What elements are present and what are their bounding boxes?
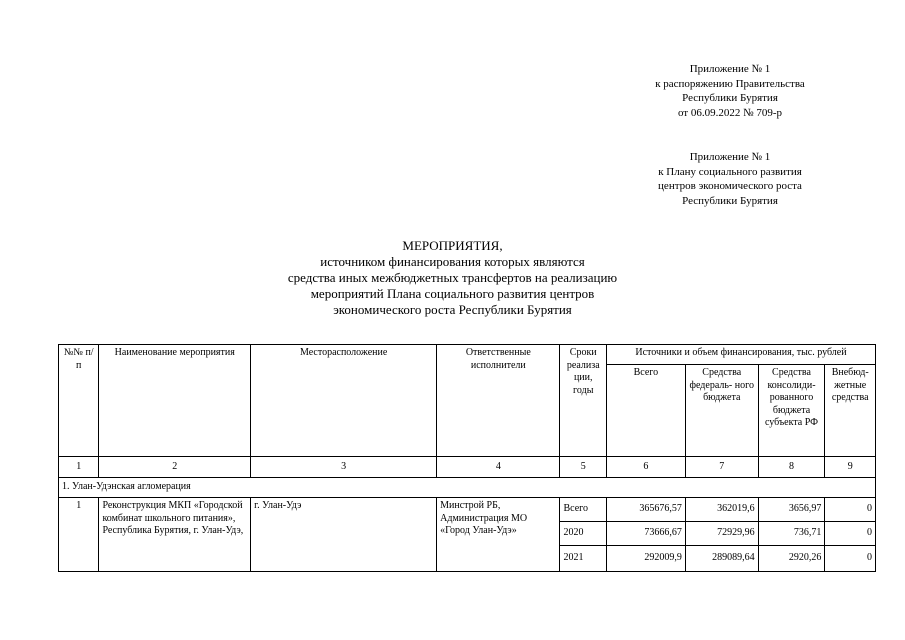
regional-cell: 2920,26 xyxy=(758,546,825,572)
activities-table xyxy=(58,344,876,572)
column-numbers-row xyxy=(59,457,876,478)
period-cell: 2021 xyxy=(560,546,607,572)
table-row xyxy=(59,498,876,522)
title-line: источником финансирования которых являются xyxy=(320,254,585,269)
title-line: МЕРОПРИЯТИЯ, xyxy=(402,238,503,253)
offbudget-cell: 0 xyxy=(825,546,876,572)
column-number: 6 xyxy=(606,457,685,478)
header-name: Наименование мероприятия xyxy=(99,345,251,457)
column-number: 4 xyxy=(437,457,560,478)
item-responsible: Минстрой РБ, Администрация МО «Город Улан-Удэ» xyxy=(437,498,560,572)
federal-cell: 72929,96 xyxy=(685,522,758,546)
column-number: 9 xyxy=(825,457,876,478)
regional-cell: 736,71 xyxy=(758,522,825,546)
header-federal: Средства федераль- ного бюджета xyxy=(685,365,758,457)
total-cell: 292009,9 xyxy=(606,546,685,572)
item-location: г. Улан-Удэ xyxy=(251,498,437,572)
header-offbudget: Внебюд- жетные средства xyxy=(825,365,876,457)
header-total: Всего xyxy=(606,365,685,457)
appendix-line: от 06.09.2022 № 709-р xyxy=(677,106,783,119)
appendix-to-plan xyxy=(600,150,860,208)
appendix-line: к Плану социального развития xyxy=(658,165,802,178)
document-title xyxy=(150,238,755,318)
appendix-line: к распоряжению Правительства xyxy=(655,77,805,90)
section-row: 1. Улан-Удэнская агломерация xyxy=(59,478,876,498)
title-line: мероприятий Плана социального развития центров xyxy=(310,286,595,301)
column-number: 5 xyxy=(560,457,607,478)
column-number: 3 xyxy=(251,457,437,478)
column-number: 7 xyxy=(685,457,758,478)
header-location: Месторасположение xyxy=(251,345,437,457)
total-cell: 365676,57 xyxy=(606,498,685,522)
period-cell: Всего xyxy=(560,498,607,522)
item-name: Реконструкция МКП «Городской комбинат школьного питания», Республика Бурятия, г. Улан-Удэ, xyxy=(99,498,251,572)
header-num: №№ п/п xyxy=(59,345,99,457)
column-number: 8 xyxy=(758,457,825,478)
federal-cell: 289089,64 xyxy=(685,546,758,572)
federal-cell: 362019,6 xyxy=(685,498,758,522)
header-regional: Средства консолиди- рованного бюджета субъекта РФ xyxy=(758,365,825,457)
appendix-line: Республики Бурятия xyxy=(682,194,778,207)
offbudget-cell: 0 xyxy=(825,498,876,522)
title-line: экономического роста Республики Бурятия xyxy=(333,302,572,317)
appendix-line: Приложение № 1 xyxy=(689,63,771,75)
column-number: 2 xyxy=(99,457,251,478)
appendix-line: Приложение № 1 xyxy=(689,151,771,163)
appendix-line: центров экономического роста xyxy=(658,180,802,192)
column-number: 1 xyxy=(59,457,99,478)
title-line: средства иных межбюджетных трансфертов на реализацию xyxy=(287,270,618,285)
appendix-line: Республики Бурятия xyxy=(682,92,778,104)
period-cell: 2020 xyxy=(560,522,607,546)
total-cell: 73666,67 xyxy=(606,522,685,546)
item-num: 1 xyxy=(59,498,99,572)
offbudget-cell: 0 xyxy=(825,522,876,546)
appendix-to-decree xyxy=(600,62,860,120)
header-sources: Источники и объем финансирования, тыс. рублей xyxy=(606,345,875,365)
header-responsible: Ответственные исполнители xyxy=(437,345,560,457)
header-terms: Сроки реализа ции, годы xyxy=(560,345,607,457)
regional-cell: 3656,97 xyxy=(758,498,825,522)
